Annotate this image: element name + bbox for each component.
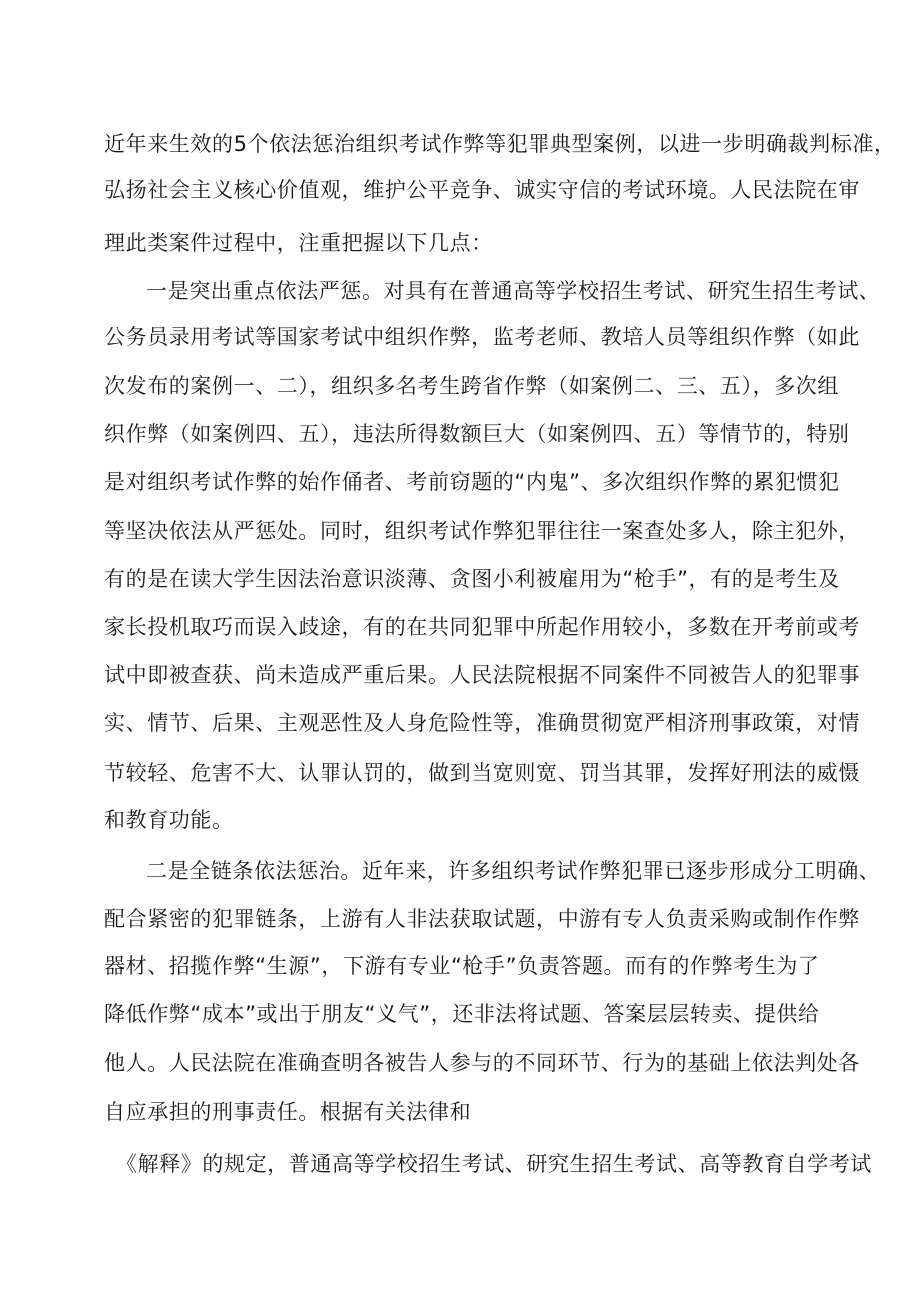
paragraph-line: 他人。人民法院在准确查明各被告人参与的不同环节、行为的基础上依法判处各 [104, 1051, 860, 1075]
paragraph-line: 试中即被查获、尚未造成严重后果。人民法院根据不同案件不同被告人的犯罪事 [104, 663, 860, 687]
paragraph-line: 近年来生效的5个依法惩治组织考试作弊等犯罪典型案例，以进一步明确裁判标准， [104, 132, 896, 156]
paragraph-line: 家长投机取巧而误入歧途，有的在共同犯罪中所起作用较小，多数在开考前或考 [104, 615, 860, 639]
paragraph-line: 器材、招揽作弊“生源”，下游有专业“枪手”负责答题。而有的作弊考生为了 [104, 954, 820, 978]
paragraph-line: 次发布的案例一、二），组织多名考生跨省作弊（如案例二、三、五），多次组 [104, 374, 839, 398]
paragraph-line: 和教育功能。 [104, 808, 234, 832]
paragraph-line: 有的是在读大学生因法治意识淡薄、贪图小利被雇用为“枪手”，有的是考生及 [104, 567, 840, 591]
paragraph-line: 织作弊（如案例四、五），违法所得数额巨大（如案例四、五）等情节的，特别 [104, 422, 850, 446]
paragraph-line: 公务员录用考试等国家考试中组织作弊，监考老师、教培人员等组织作弊（如此 [104, 325, 860, 349]
paragraph-line: 《解释》的规定，普通高等学校招生考试、研究生招生考试、高等教育自学考试 [116, 1152, 872, 1176]
paragraph-line: 二是全链条依法惩治。近年来，许多组织考试作弊犯罪已逐步形成分工明确、 [146, 859, 881, 883]
paragraph-line: 理此类案件过程中，注重把握以下几点： [104, 231, 493, 255]
paragraph-line: 配合紧密的犯罪链条，上游有人非法获取试题，中游有专人负责采购或制作作弊 [104, 907, 860, 931]
paragraph-line: 是对组织考试作弊的始作俑者、考前窃题的“内鬼”、多次组织作弊的累犯惯犯 [104, 470, 840, 494]
paragraph-line: 节较轻、危害不大、认罪认罚的，做到当宽则宽、罚当其罪，发挥好刑法的威慑 [104, 761, 860, 785]
paragraph-line: 等坚决依法从严惩处。同时，组织考试作弊犯罪往往一案查处多人，除主犯外， [104, 519, 860, 543]
paragraph-line: 实、情节、后果、主观恶性及人身危险性等，准确贯彻宽严相济刑事政策，对情 [104, 711, 860, 735]
paragraph-line: 自应承担的刑事责任。根据有关法律和 [104, 1100, 472, 1124]
paragraph-line: 一是突出重点依法严惩。对具有在普通高等学校招生考试、研究生招生考试、 [146, 279, 881, 303]
paragraph-line: 降低作弊“成本”或出于朋友“义气”，还非法将试题、答案层层转卖、提供给 [104, 1002, 820, 1026]
paragraph-line: 弘扬社会主义核心价值观，维护公平竞争、诚实守信的考试环境。人民法院在审 [104, 178, 860, 202]
